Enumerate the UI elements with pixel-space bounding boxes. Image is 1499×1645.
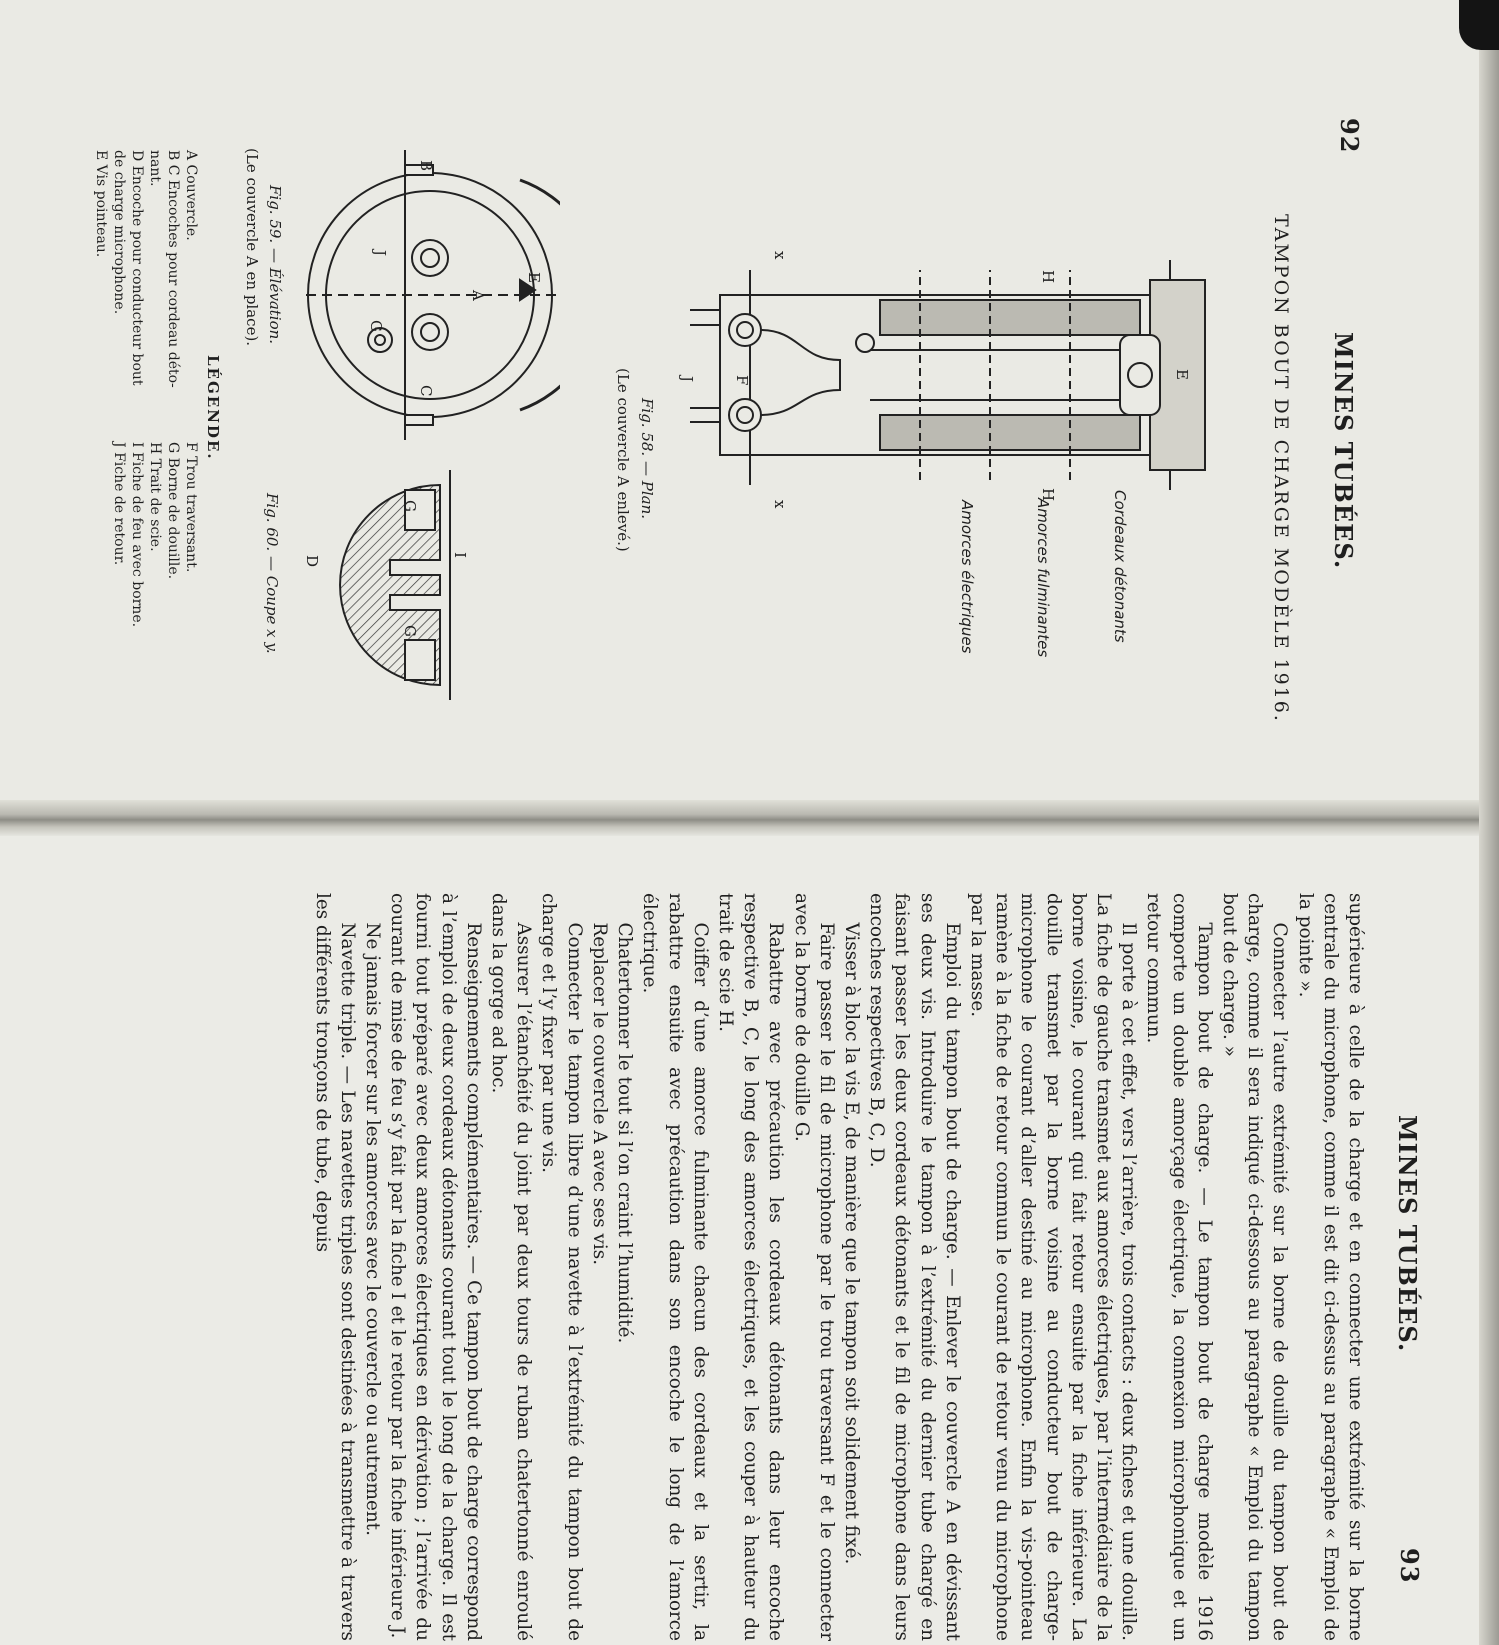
fig59-caption-wrap [266, 185, 285, 344]
right-running-head: MINES TUBÉES. [1393, 1115, 1422, 1353]
fig58-letter-x2: x [771, 500, 789, 509]
fig58-letter-x1-wrap [771, 251, 790, 259]
fig58-letter-E: E [1173, 369, 1191, 380]
fig58-letter-H1: H [1039, 270, 1057, 284]
paragraph: Ne jamais forcer sur les amorces avec le couvercle ou autrement. [362, 922, 384, 1536]
paragraph: Rabattre avec précaution les cordeaux détonants dans leur encoche respective B, C, le long des amorces électriques, et les couper à hauteur du trait de scie H. [714, 893, 787, 1641]
fig60-letter-I: I [451, 552, 469, 558]
legend-entry: J Fiche de retour. [111, 442, 127, 566]
fig60-letter-G1: G [401, 500, 419, 512]
fig59-caption-note: (Le couvercle A en place). [243, 148, 261, 347]
paragraph: Visser à bloc la vis E, de manière que le tampon soit solidement fixé. [840, 922, 862, 1565]
fig58-letter-H1-wrap [1039, 270, 1058, 283]
callout-cordeaux-wrap [1111, 490, 1130, 643]
legend-entry: A Couvercle. [183, 150, 199, 241]
fig59-elevation-drawing [300, 150, 560, 440]
left-running-head: MINES TUBÉES. [1329, 332, 1358, 570]
fig60-letter-G2: G [401, 625, 419, 637]
legend-col2 [110, 442, 200, 627]
fig60-caption-wrap [263, 493, 282, 654]
fig58-letter-F-wrap [733, 375, 752, 385]
legend-title: LÉGENDE. [204, 355, 222, 461]
fig60-letter-D: D [303, 555, 321, 568]
fig58-letter-H2: H [1039, 488, 1057, 502]
fig58-letter-E-wrap [1173, 369, 1192, 380]
callout-cordeaux-detonants: Cordeaux détonants [1111, 490, 1129, 643]
callout-amorces-fulminantes: Amorces fulminantes [1034, 498, 1052, 658]
fig60-section-drawing [290, 470, 480, 700]
body-text-block [309, 893, 1368, 1641]
fig59-letter-B-wrap [417, 160, 436, 171]
callout-electriques-wrap [958, 500, 977, 653]
right-page-number-wrap [1395, 1548, 1424, 1583]
section-title: TAMPON BOUT DE CHARGE MODÈLE 1916. [1270, 214, 1292, 723]
legend-title-wrap [204, 355, 223, 461]
paragraph: Replacer le couvercle A avec ses vis. [588, 922, 610, 1266]
callout-fulminantes-wrap [1034, 498, 1053, 657]
paragraph: Connecter le tampon libre d’une navette à l’extrémité du tampon bout de charge et l’y fixer par une vis. [538, 893, 585, 1641]
fig59-letter-C: C [417, 385, 435, 397]
fig60-letter-G2-wrap [401, 625, 420, 637]
fig60-letter-D-wrap [303, 555, 322, 567]
fig58-note-wrap [614, 368, 633, 552]
left-running-head-wrap [1329, 332, 1358, 569]
fig59-letter-E: E [525, 272, 543, 283]
paragraph: Chatertonner le tout si l’on craint l’humidité. [614, 922, 636, 1344]
paragraph: Connecter l’autre extrémité sur la borne de douille du tampon bout de charge, comme il sera indiqué ci-dessous au paragraphe « Emploi du tampon bout de charge. » [1218, 893, 1291, 1641]
fig59-letter-G: G [367, 320, 385, 332]
legend-entry: D Encoche pour conducteur bout [129, 150, 145, 386]
page-edges [1479, 0, 1499, 1645]
fig60-letter-I-wrap [451, 552, 470, 558]
fig59-caption: Fig. 59. — Élévation. [266, 185, 284, 345]
legend-entry: de charge microphone. [111, 150, 127, 315]
legend-entry: H Trait de scie. [147, 442, 163, 552]
body-text [309, 893, 1368, 1641]
right-running-head-wrap [1393, 1115, 1422, 1352]
fig59-letter-J-wrap [371, 250, 390, 256]
fig59-letter-C-wrap [417, 385, 436, 396]
fig58-letter-x1: x [771, 251, 789, 260]
paragraph: Navette triple. — Les navettes triples sont destinées à transmettre à travers les différents tronçons de tube, depuis [311, 893, 358, 1641]
callout-amorces-electriques: Amorces électriques [958, 500, 976, 654]
legend-entry: B C Encoches pour cordeau déto- [165, 150, 181, 388]
fig59-note-wrap [243, 148, 262, 346]
fig59-letter-G-wrap [367, 320, 386, 332]
paragraph: Tampon bout de charge. — Le tampon bout de charge modèle 1916 comporte un double amorçage électrique, la connexion microphonique et un retour commun. [1143, 893, 1215, 1641]
legend-entry: G Borne de douille. [165, 442, 181, 580]
fig60-caption: Fig. 60. — Coupe x y. [263, 493, 281, 654]
paragraph: supérieure à celle de la charge et en connecter une extrémité sur la borne centrale du microphone, comme il est dit ci-dessus au paragraphe « Emploi de la pointe ». [1294, 893, 1366, 1641]
legend-entry: F Trou traversant. [183, 442, 199, 573]
fig59-letter-B: B [417, 160, 435, 172]
fig59-letter-A-wrap [469, 290, 488, 301]
fig58-letter-J-wrap [678, 376, 697, 382]
fig59-letter-A: A [469, 290, 487, 301]
paragraph: Emploi du tampon bout de charge. — Enlever le couvercle A en dévissant ses deux vis. Introduire le tampon à l’extrémité du dernier tube chargé en faisant passer les deux cordeaux détonants et le fil de microphone dans leurs encoches respectives B, C, D. [866, 893, 963, 1641]
fig59-letter-E-wrap [525, 272, 544, 283]
fig58-caption-wrap [638, 398, 657, 519]
fig58-letter-F: F [733, 375, 751, 386]
left-page-number-wrap [1335, 118, 1364, 153]
legend-entry: nant. [147, 150, 163, 187]
legend-entry: E Vis pointeau. [93, 150, 109, 258]
right-page-number: 93 [1395, 1548, 1424, 1584]
fig58-letter-x2-wrap [771, 500, 790, 508]
left-page-number: 92 [1335, 118, 1364, 154]
fig58-caption: Fig. 58. — Plan. [638, 398, 656, 519]
paragraph: Il porte à cet effet, vers l’arrière, trois contacts : deux fiches et une douille. La fiche de gauche transmet aux amorces électriques, par l’intermédiaire de la borne voisine, le courant qui fait retour ensuite par la fiche inférieure. La douille transmet par la borne voisine au conducteur bout de charge-microphone le courant d’aller destiné au microphone. Enfin la vis-pointeau ramène à la fiche de retour commun le courant de retour venu du microphone par la masse. [966, 893, 1140, 1641]
fig59-letter-J: J [371, 250, 389, 257]
paragraph: Renseignements complémentaires. — Ce tampon bout de charge correspond à l’emploi de deux cordeaux détonants courant tout le long de la charge. Il est fourni tout préparé avec deux amorces électriques en dérivation ; l’arrivée du courant de mise de feu s’y fait par la fiche I et le retour par la fiche inférieure J. [387, 893, 484, 1641]
page-corner [1459, 0, 1499, 50]
fig58-caption-note: (Le couvercle A enlevé.) [614, 368, 632, 552]
paragraph: Coiffer d’une amorce fulminante chacun des cordeaux et la sertir, la rabattre ensuite avec précaution dans son encoche le long de l’amorce électrique. [639, 893, 711, 1641]
fig60-letter-G1-wrap [401, 500, 420, 512]
legend-col1 [92, 150, 200, 388]
section-title-wrap [1270, 214, 1292, 723]
legend-entry: I Fiche de feu avec borne. [129, 442, 145, 628]
fig58-plan-drawing [690, 240, 1250, 520]
fig58-letter-J: J [678, 376, 696, 383]
paragraph: Faire passer le fil de microphone par le trou traversant F et le connecter avec la borne de douille G. [790, 893, 837, 1641]
paragraph: Assurer l’étanchéité du joint par deux tours de ruban chatertonné enroulé dans la gorge ad hoc. [488, 893, 535, 1641]
book-gutter [0, 800, 1499, 836]
